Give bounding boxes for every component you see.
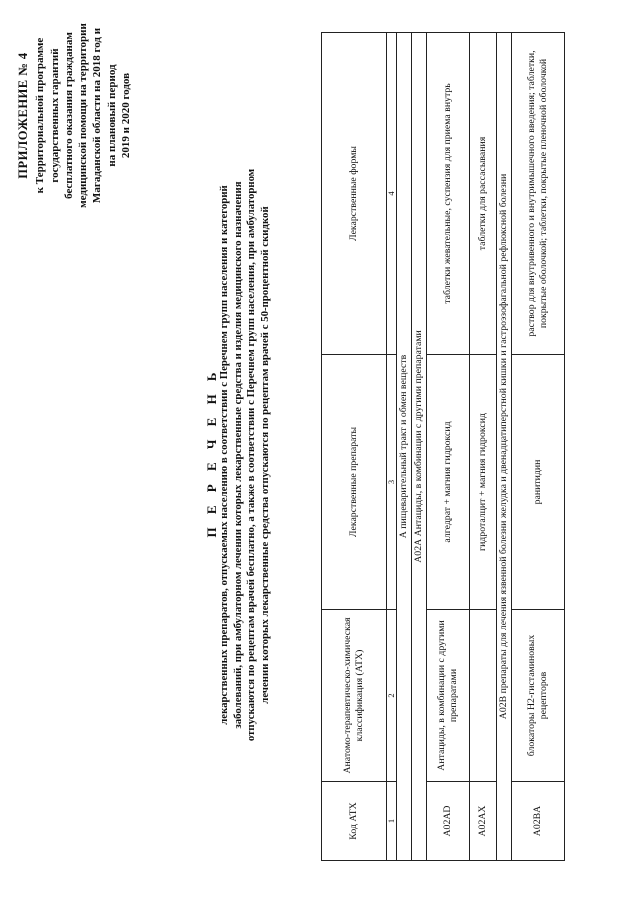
appendix-line: государственных гарантий xyxy=(48,48,61,183)
section-a-title: А пищеварительный тракт и обмен веществ xyxy=(397,33,412,861)
form-cell: раствор для внутривенного и внутримышечного введения; таблетки, покрытые оболочкой; таблетки, покрытые пленочной оболочкой xyxy=(512,33,565,355)
table-row xyxy=(427,33,470,861)
appendix-line: бесплатного оказания гражданам xyxy=(62,32,75,199)
list-description xyxy=(218,55,272,855)
list-heading: П Е Р Е Ч Е Н Ь xyxy=(204,367,219,538)
column-header: Лекарственные формы xyxy=(322,33,387,355)
column-header: Код АТХ xyxy=(322,782,387,861)
section-row xyxy=(412,33,427,861)
description-line: лечении которых лекарственные средства отпускаются по рецептам врачей с 50-процентной скидкой xyxy=(258,206,271,704)
appendix-line: к Территориальной программе xyxy=(34,37,47,194)
atc-class-cell: блокаторы Н2-гистаминовых рецепторов xyxy=(512,610,565,782)
form-cell: таблетки жевательные, суспензия для приема внутрь xyxy=(427,33,470,355)
column-number: 3 xyxy=(387,355,397,610)
description-line: заболеваний, при амбулаторном лечении которых лекарственные средства и изделия медицинского назначения xyxy=(231,181,244,729)
drug-list-table xyxy=(321,32,565,861)
appendix-line: медицинской помощи на территории xyxy=(77,23,90,208)
column-number-row xyxy=(387,33,397,861)
section-a02b-title: А02В препараты для лечения язвенной болезни желудка и двенадцатиперстной кишки и гастроэзофагальной рефлюксной болезни xyxy=(497,33,512,861)
appendix-block xyxy=(16,18,133,213)
table-header-row xyxy=(322,33,387,861)
section-a02a-title: А02А Антациды, в комбинации с другими препаратами xyxy=(412,33,427,861)
atc-code-cell: A02BA xyxy=(512,782,565,861)
appendix-line: на плановый период xyxy=(105,64,118,167)
table-row xyxy=(512,33,565,861)
column-header: Лекарственные препараты xyxy=(322,355,387,610)
form-cell: таблетки для рассасывания xyxy=(470,33,497,355)
appendix-title: ПРИЛОЖЕНИЕ № 4 xyxy=(16,52,30,179)
column-number: 2 xyxy=(387,610,397,782)
column-number: 4 xyxy=(387,33,397,355)
appendix-line: Магаданской области на 2018 год и xyxy=(91,27,104,204)
description-line: лекарственных препаратов, отпускаемых населению в соответствии с Перечнем групп населения и категорий xyxy=(218,185,230,725)
appendix-line: 2019 и 2020 годов xyxy=(120,72,133,159)
drug-cell: ранитидин xyxy=(512,355,565,610)
atc-code-cell: A02AD xyxy=(427,782,470,861)
section-row xyxy=(397,33,412,861)
column-header: Анатомо-терапевтическо-химическая классификация (АТХ) xyxy=(322,610,387,782)
atc-class-cell xyxy=(470,610,497,782)
description-line: отпускаются по рецептам врачей бесплатно, а также в соответствии с Перечнем групп населения, при амбулаторном xyxy=(245,168,258,742)
column-number: 1 xyxy=(387,782,397,861)
atc-class-cell: Антациды, в комбинации с другими препаратами xyxy=(427,610,470,782)
drug-cell: алгедрат + магния гидроксид xyxy=(427,355,470,610)
atc-code-cell: A02AX xyxy=(470,782,497,861)
section-row xyxy=(497,33,512,861)
drug-cell: гидроталцит + магния гидроксид xyxy=(470,355,497,610)
table-row xyxy=(470,33,497,861)
